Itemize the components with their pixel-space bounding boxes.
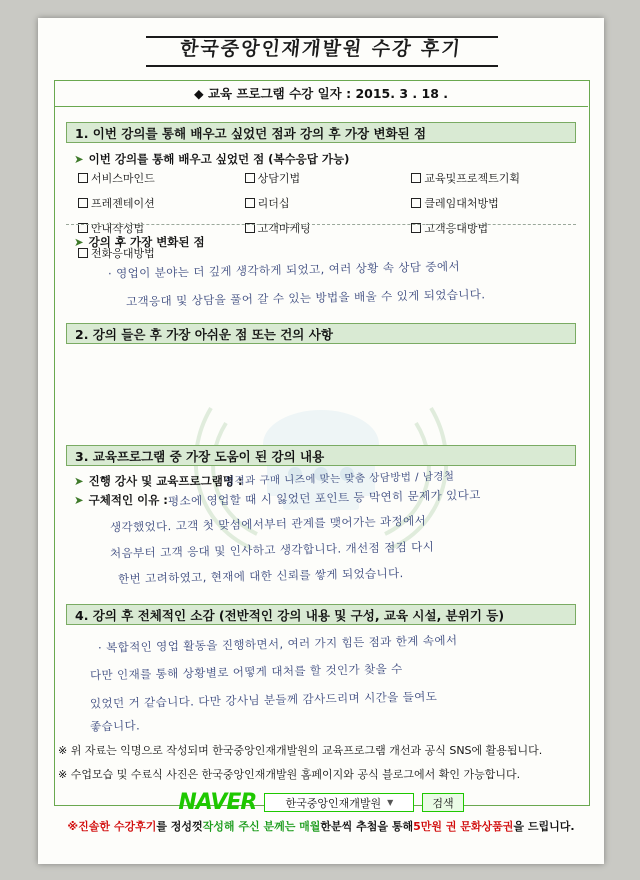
option-checkbox-item[interactable]: 교육및프로젝트기획 bbox=[411, 170, 578, 186]
handwritten-line: · 복합적인 영업 활동을 진행하면서, 여러 가지 힘든 점과 한계 속에서 bbox=[97, 633, 458, 655]
scanned-page bbox=[38, 18, 604, 864]
search-query-text: 한국중앙인재개발원 bbox=[285, 796, 382, 810]
checkbox-icon[interactable] bbox=[411, 198, 421, 208]
handwritten-line: 좋습니다. bbox=[89, 718, 141, 734]
option-checkbox-item[interactable]: 안내작성법 bbox=[78, 220, 245, 236]
handwritten-line: 생각했었다. 고객 첫 맞섬에서부터 관계를 맺어가는 과정에서 bbox=[109, 513, 427, 535]
section-1-heading: 1. 이번 강의를 통해 배우고 싶었던 점과 강의 후 가장 변화된 점 bbox=[66, 122, 576, 143]
checkbox-icon[interactable] bbox=[245, 198, 255, 208]
arrow-icon: ➤ bbox=[74, 493, 84, 507]
option-checkbox-item[interactable]: 프레젠테이션 bbox=[78, 195, 245, 211]
footer-part-6: 을 드립니다. bbox=[513, 820, 575, 833]
naver-search-row bbox=[38, 790, 604, 815]
search-input[interactable] bbox=[264, 793, 414, 812]
option-checkbox-item[interactable]: 고객응대방법 bbox=[411, 220, 578, 236]
arrow-icon: ➤ bbox=[74, 152, 84, 166]
footer-part-5: 5만원 권 문화상품권 bbox=[413, 820, 514, 833]
footer-part-4: 한분씩 추첨을 통해 bbox=[320, 820, 414, 833]
naver-logo: NAVER bbox=[178, 790, 257, 815]
handwritten-program-name: 성격과 구매 니즈에 맞는 맞춤 상담방법 / 남경철 bbox=[223, 470, 455, 488]
section-1-sub-1: ➤ 이번 강의를 통해 배우고 싶었던 점 (복수응답 가능) bbox=[74, 152, 350, 166]
section-4-heading: 4. 강의 후 전체적인 소감 (전반적인 강의 내용 및 구성, 교육 시설, 분위기 등) bbox=[66, 604, 576, 625]
checkbox-icon[interactable] bbox=[411, 173, 421, 183]
option-checkbox-item[interactable]: 서비스마인드 bbox=[78, 170, 245, 186]
course-date-bar: ◆ 교육 프로그램 수강 일자 : 2015. 3 . 18 . bbox=[54, 80, 588, 107]
section-3-sub-1: ➤ 진행 강사 및 교육프로그램명 : bbox=[74, 474, 243, 488]
section-3-heading: 3. 교육프로그램 중 가장 도움이 된 강의 내용 bbox=[66, 445, 576, 466]
checkbox-icon[interactable] bbox=[245, 173, 255, 183]
checkbox-icon[interactable] bbox=[78, 198, 88, 208]
handwritten-line: 평소에 영업할 때 시 잃었던 포인트 등 막연히 문제가 있다고 bbox=[167, 487, 481, 509]
handwritten-line: 있었던 거 같습니다. 다만 강사님 분들께 감사드리며 시간을 들여도 bbox=[89, 689, 438, 711]
chevron-down-icon[interactable]: ▼ bbox=[387, 798, 394, 807]
option-checkbox-item[interactable]: 전화응대방법 bbox=[78, 245, 245, 261]
option-checkbox-item[interactable]: 고객마케팅 bbox=[245, 220, 412, 236]
option-checkbox-item[interactable]: 리더십 bbox=[245, 195, 412, 211]
handwritten-line: · 영업이 분야는 더 깊게 생각하게 되었고, 여러 상황 속 상담 중에서 bbox=[107, 259, 461, 281]
handwritten-line: 처음부터 고객 응대 및 인사하고 생각합니다. 개선점 점검 다시 bbox=[109, 539, 435, 561]
section-1-sub-2: ➤ 강의 후 가장 변화된 점 bbox=[74, 235, 205, 249]
footer-part-3: 작성해 주신 분께는 매월 bbox=[202, 820, 321, 833]
search-button[interactable]: 검색 bbox=[422, 793, 463, 812]
checkbox-icon[interactable] bbox=[78, 173, 88, 183]
note-line-1: ※ 위 자료는 익명으로 작성되며 한국중앙인재개발원의 교육프로그램 개선과 공식 SNS에 활용됩니다. bbox=[58, 744, 543, 757]
footer-part-1: ※진솔한 수강후기 bbox=[67, 820, 157, 833]
handwritten-line: 다만 인재를 통해 상황별로 어떻게 대처를 할 것인가 찾을 수 bbox=[89, 661, 403, 683]
page-title: 한국중앙인재개발원 수강 후기 bbox=[178, 38, 463, 60]
option-checkbox-item[interactable]: 클레임대처방법 bbox=[411, 195, 578, 211]
option-checkbox-item[interactable]: 상담기법 bbox=[245, 170, 412, 186]
section-3-sub-2: ➤ 구체적인 이유 : bbox=[74, 493, 168, 507]
section-2-heading: 2. 강의 들은 후 가장 아쉬운 점 또는 건의 사항 bbox=[66, 323, 576, 344]
note-line-2: ※ 수업모습 및 수료식 사진은 한국중앙인재개발원 홈페이지와 공식 블로그에서 확인 가능합니다. bbox=[58, 768, 521, 781]
arrow-icon: ➤ bbox=[74, 474, 84, 488]
handwritten-line: 한번 고려하였고, 현재에 대한 신뢰를 쌓게 되었습니다. bbox=[117, 566, 404, 586]
handwritten-line: 고객응대 및 상담을 풀어 갈 수 있는 방법을 배울 수 있게 되었습니다. bbox=[125, 287, 486, 309]
arrow-icon: ➤ bbox=[74, 235, 84, 249]
footer-promo bbox=[38, 818, 604, 834]
footer-part-2: 를 정성껏 bbox=[156, 820, 203, 833]
title-rule-bottom bbox=[146, 65, 498, 67]
section-1-divider bbox=[66, 224, 576, 225]
